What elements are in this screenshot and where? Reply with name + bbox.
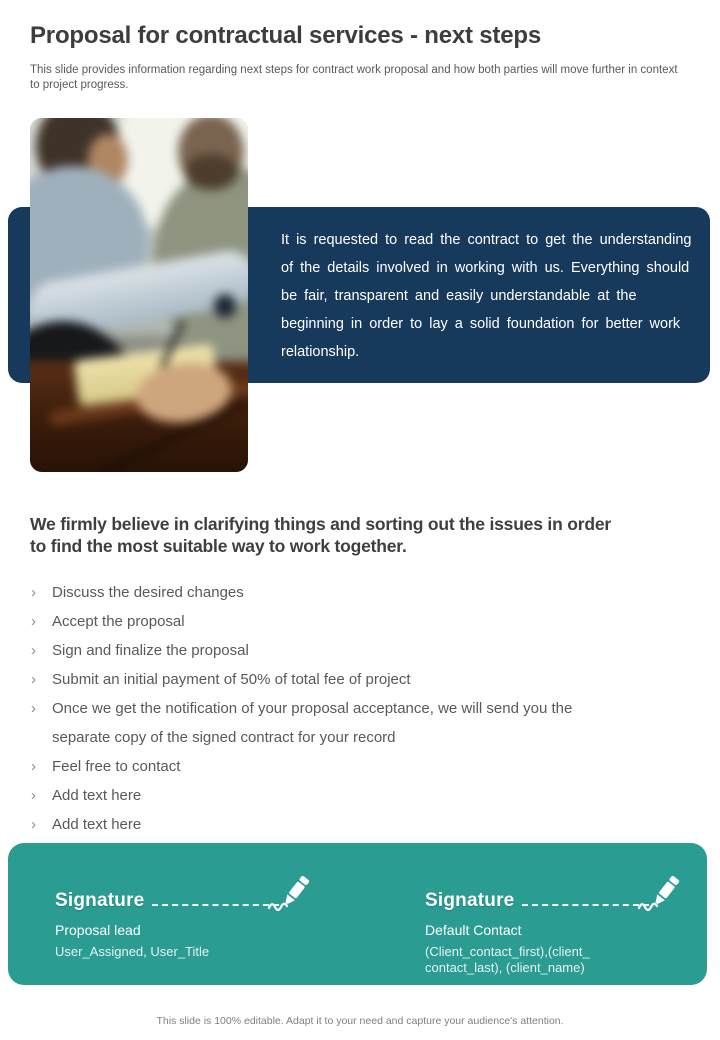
- list-item: [31, 636, 616, 665]
- slide-subtitle: This slide provides information regarding next steps for contract work proposal and how both parties will move further in context to project progress.: [30, 64, 678, 91]
- meeting-photo-art: [30, 118, 248, 472]
- signature-panel: [8, 843, 707, 985]
- list-item: [31, 810, 616, 839]
- signature-dashed-line: [522, 904, 649, 906]
- signature-row: [55, 867, 313, 913]
- bullet-marker: ›: [31, 584, 36, 601]
- list-item: [31, 578, 616, 607]
- pen-icon: [637, 872, 683, 916]
- list-item: [31, 781, 616, 810]
- bullet-marker: ›: [31, 787, 36, 804]
- signature-detail-line: contact_last), (client_name): [425, 960, 585, 975]
- next-steps-list: [31, 578, 616, 839]
- signature-detail: [425, 944, 683, 976]
- page-title: Proposal for contractual services - next steps: [30, 22, 541, 49]
- list-item-text: Accept the proposal: [52, 613, 185, 630]
- bullet-marker: ›: [31, 816, 36, 833]
- signature-label: Signature: [55, 890, 145, 911]
- list-item-text: Feel free to contact: [52, 758, 181, 775]
- belief-heading: We firmly believe in clarifying things and sorting out the issues in order to find the most suitable way to work together.: [30, 514, 611, 556]
- bullet-marker: ›: [31, 758, 36, 775]
- signature-role: Default Contact: [425, 922, 522, 938]
- list-item-text: Add text here: [52, 787, 142, 804]
- callout-text: It is requested to read the contract to get the understanding of the details involved in working with us. Everything should be fair, transparent and easily understandable at the beginning in order to lay a solid foundation for better work relationship.: [281, 232, 692, 360]
- signature-role: Proposal lead: [55, 922, 141, 938]
- list-item-text: Sign and finalize the proposal: [52, 642, 249, 659]
- signature-detail-line: (Client_contact_first),(client_: [425, 944, 590, 959]
- meeting-photo: [30, 118, 248, 472]
- pen-icon: [267, 872, 313, 916]
- list-item: [31, 665, 616, 694]
- list-item-text: Submit an initial payment of 50% of total fee of project: [52, 671, 411, 688]
- signature-row: [425, 867, 683, 913]
- editable-note: This slide is 100% editable. Adapt it to your need and capture your audience's attention.: [156, 1015, 564, 1027]
- list-item-text: Add text here: [52, 816, 142, 833]
- list-item: [31, 607, 616, 636]
- signature-block-proposal-lead: [55, 867, 313, 960]
- signature-detail: User_Assigned, User_Title: [55, 944, 210, 959]
- bullet-marker: ›: [31, 613, 36, 630]
- list-item-text: Discuss the desired changes: [52, 584, 244, 601]
- signature-label: Signature: [425, 890, 515, 911]
- bullet-marker: ›: [31, 700, 36, 717]
- list-item-text: Once we get the notification of your proposal acceptance, we will send you the separate copy of the signed contract for your record: [52, 700, 573, 746]
- list-item: [31, 694, 616, 752]
- signature-block-default-contact: [425, 867, 683, 976]
- list-item: [31, 752, 616, 781]
- bullet-marker: ›: [31, 671, 36, 688]
- signature-dashed-line: [152, 904, 279, 906]
- bullet-marker: ›: [31, 642, 36, 659]
